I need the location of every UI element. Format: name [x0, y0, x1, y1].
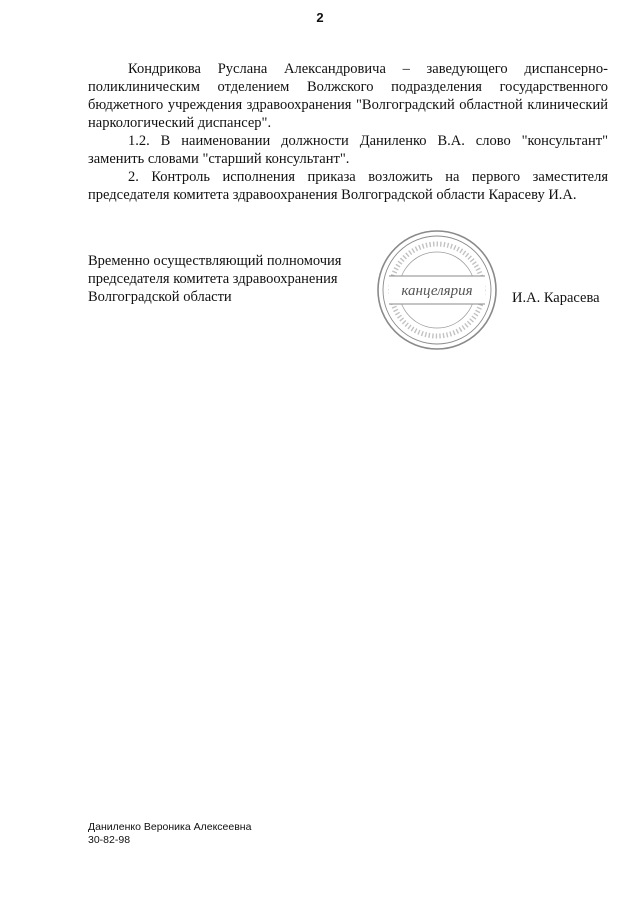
page-number: 2	[316, 10, 324, 25]
executor-info	[88, 821, 251, 847]
signature-title	[88, 252, 388, 306]
paragraph-2: 2. Контроль исполнения приказа возложить на первого заместителя председателя комитета здравоохранения Волгоградской области Карасеву И.А.	[88, 169, 608, 203]
executor-phone: 30-82-98	[88, 834, 131, 846]
paragraph-1-2: 1.2. В наименовании должности Даниленко В.А. слово "консультант" заменить словами "старший консультант".	[88, 133, 608, 167]
stamp-label: канцелярия	[401, 283, 473, 299]
signatory-name: И.А. Карасева	[512, 290, 600, 306]
signature-title-line-3: Волгоградской области	[88, 289, 232, 305]
executor-name: Даниленко Вероника Алексеевна	[88, 821, 252, 833]
order-body	[88, 60, 608, 204]
signature-title-line-1: Временно осуществляющий полномочия	[88, 253, 342, 269]
paragraph-appointment: Кондрикова Руслана Александровича – заведующего диспансерно-поликлиническим отделением Волжского подразделения государственного бюджетного учреждения здравоохранения "Волгоградский областной клинический наркологический диспансер".	[88, 61, 608, 131]
signature-title-line-2: председателя комитета здравоохранения	[88, 271, 338, 287]
office-stamp	[375, 228, 499, 352]
